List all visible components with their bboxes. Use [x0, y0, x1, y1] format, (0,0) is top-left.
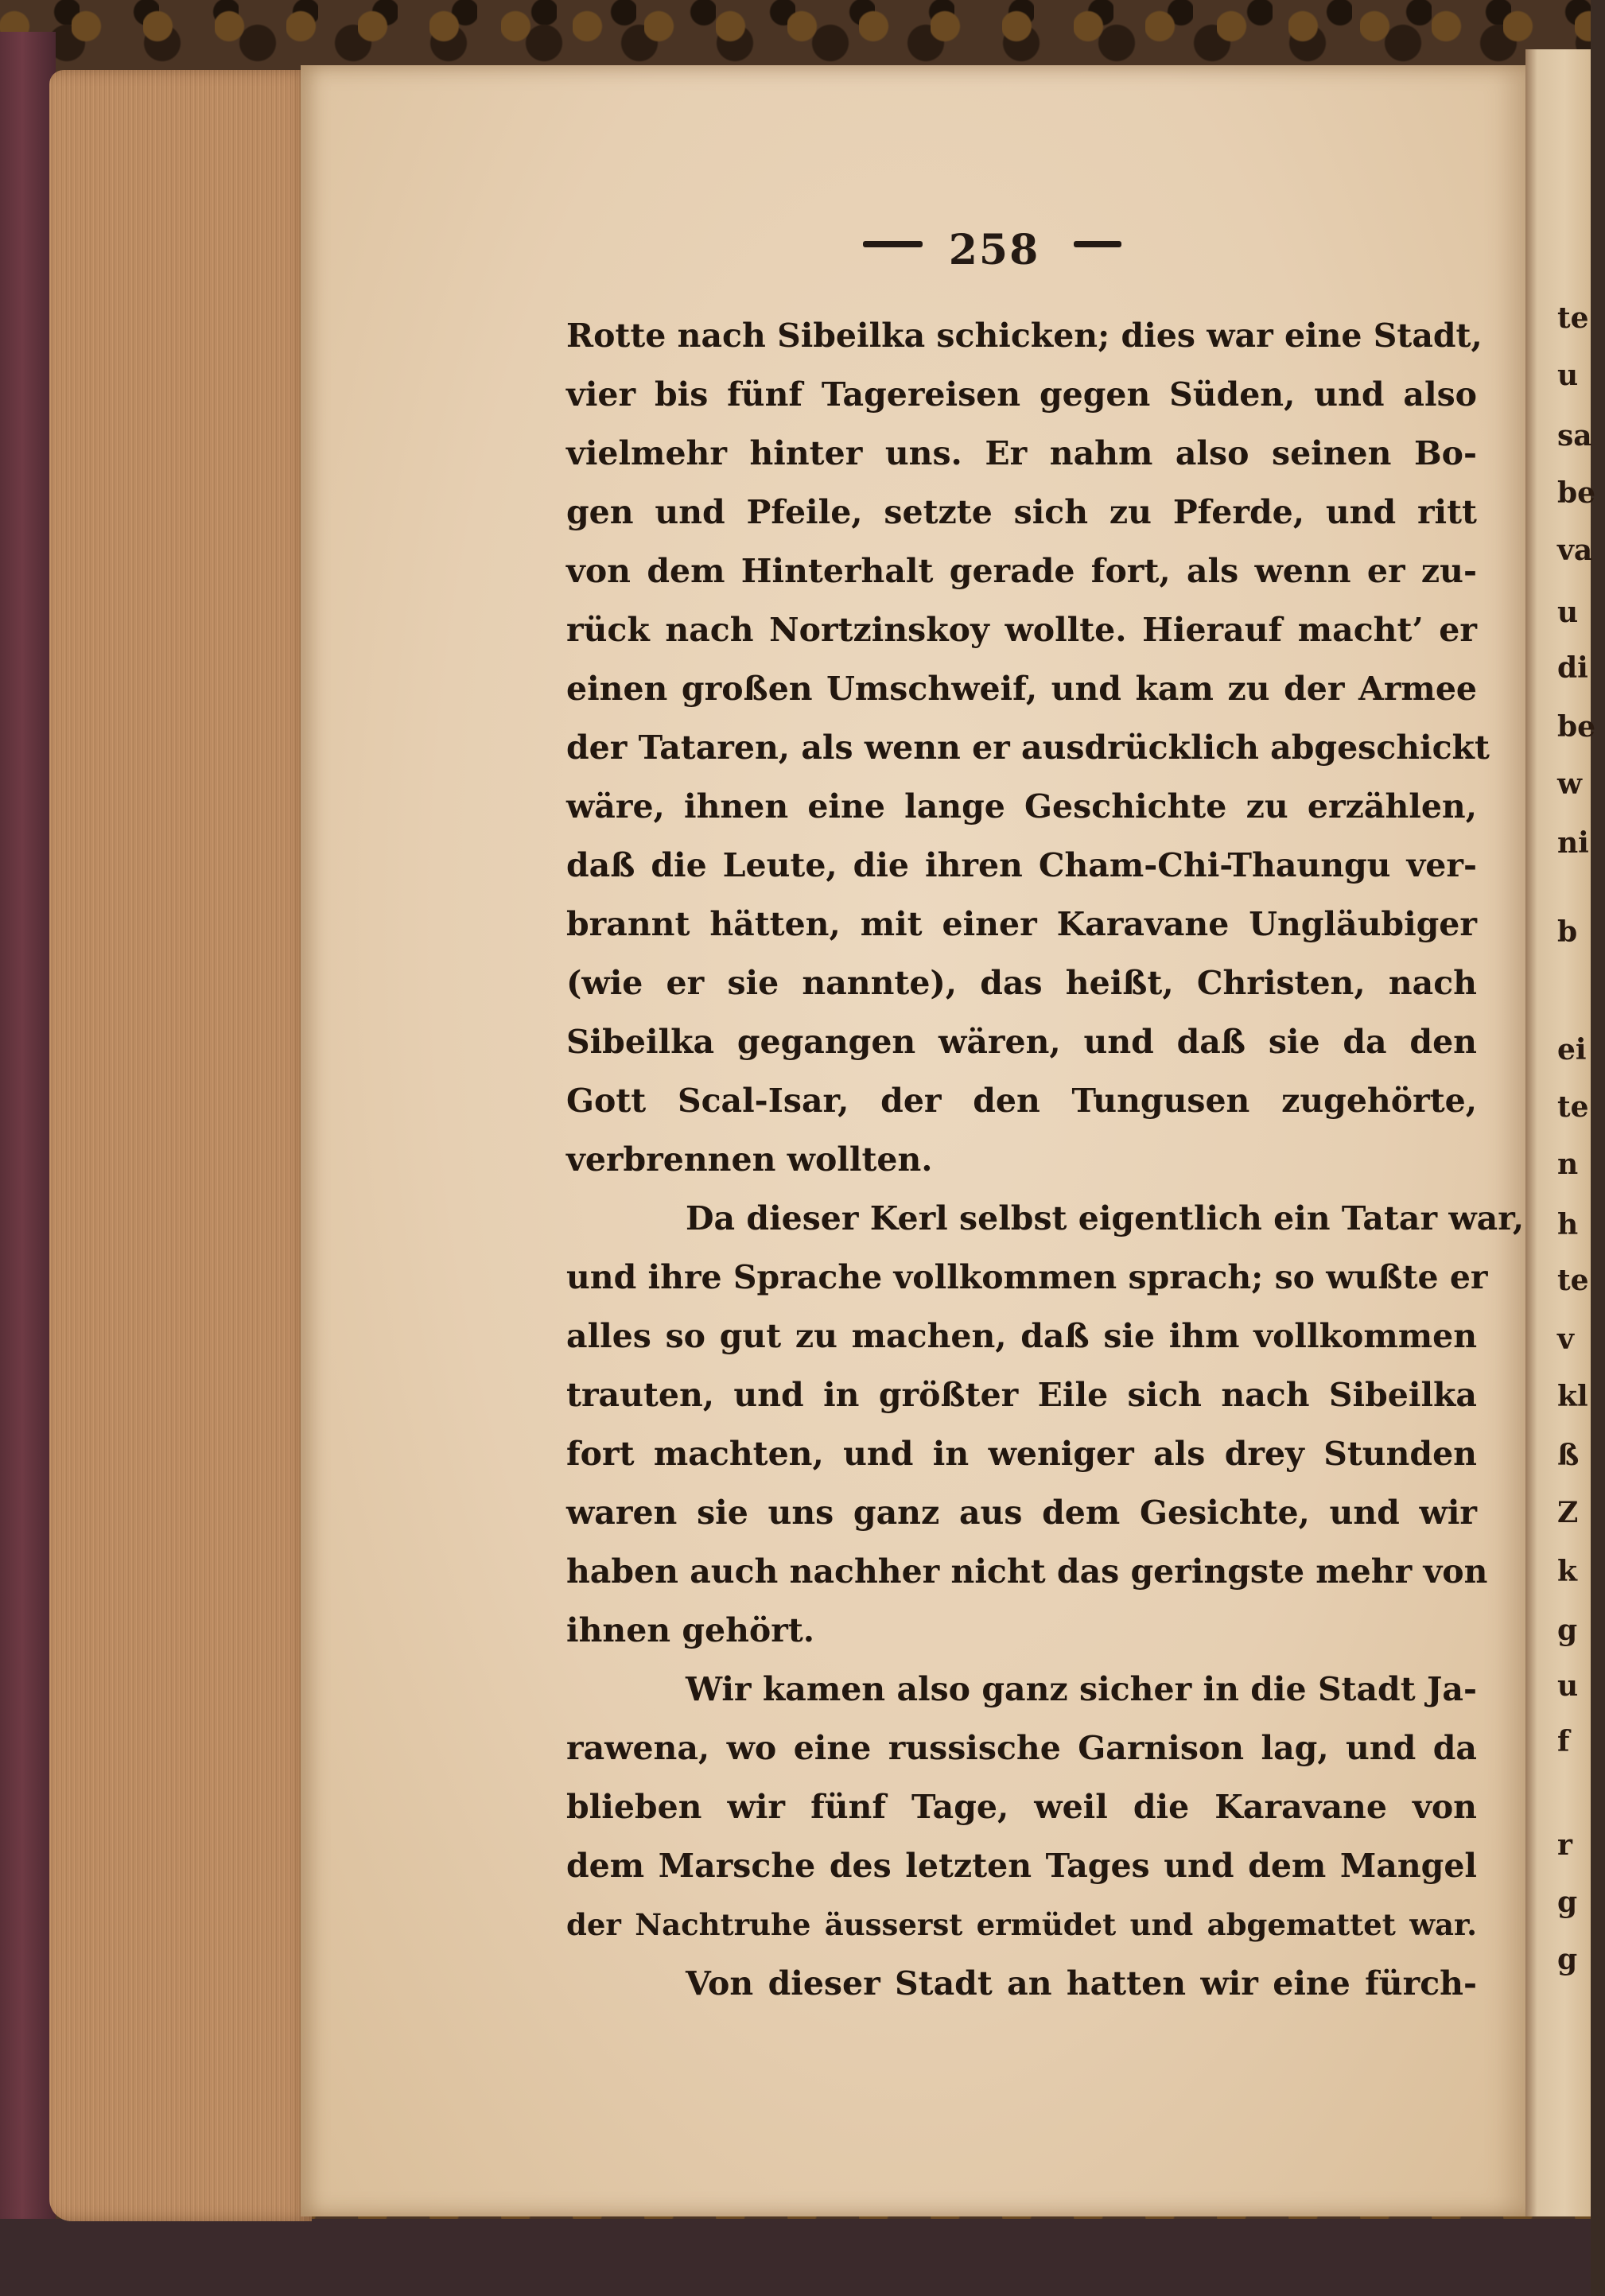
text-line: Von dieser Stadt an hatten wir eine fürch-	[686, 1964, 1477, 2003]
page-edges	[49, 70, 312, 2221]
facing-page-fragment: ni	[1557, 826, 1589, 860]
text-line: der Nachtruhe äusserst ermüdet und abgemattet war.	[566, 1907, 1477, 1942]
text-line: von dem Hinterhalt gerade fort, als wenn er zu-	[566, 552, 1477, 590]
text-line: ihnen gehört.	[566, 1611, 815, 1649]
text-line: der Tataren, als wenn er ausdrücklich abgeschickt	[566, 728, 1490, 767]
text-line: rawena, wo eine russische Garnison lag, und da	[566, 1729, 1477, 1767]
facing-page-fragment: te	[1557, 301, 1589, 335]
facing-page-fragment: u	[1557, 1669, 1579, 1703]
facing-page-fragment: w	[1557, 767, 1582, 801]
text-line: Gott Scal-Isar, der den Tungusen zugehörte,	[566, 1082, 1477, 1120]
facing-page-fragment: v	[1557, 1323, 1574, 1356]
facing-page-fragment: kl	[1557, 1380, 1588, 1413]
facing-page-fragment: be	[1557, 710, 1596, 744]
text-line: wäre, ihnen eine lange Geschichte zu erzählen,	[566, 787, 1477, 826]
text-line: daß die Leute, die ihren Cham-Chi-Thaungu ver-	[566, 846, 1477, 884]
facing-page-fragment: g	[1557, 1943, 1578, 1976]
facing-page-fragment: g	[1557, 1886, 1578, 1919]
text-line: einen großen Umschweif, und kam zu der Armee	[566, 670, 1477, 708]
facing-page-fragment: f	[1557, 1725, 1570, 1758]
facing-page-fragment: u	[1557, 359, 1579, 392]
page-header	[851, 227, 1137, 274]
page-number: 258	[948, 226, 1040, 274]
facing-page-edge	[1525, 49, 1596, 2216]
text-line: Wir kamen also ganz sicher in die Stadt Ja-	[686, 1670, 1477, 1708]
facing-page-fragment: g	[1557, 1614, 1578, 1647]
facing-page-fragment: r	[1557, 1828, 1572, 1862]
text-line: alles so gut zu machen, daß sie ihm vollkommen	[566, 1317, 1477, 1355]
text-line: brannt hätten, mit einer Karavane Ungläubiger	[566, 905, 1477, 943]
facing-page-fragment: ei	[1557, 1033, 1587, 1066]
text-line: waren sie uns ganz aus dem Gesichte, und wir	[566, 1494, 1477, 1532]
facing-page-fragment: b	[1557, 915, 1578, 949]
facing-page-fragment: sa	[1557, 419, 1592, 453]
text-line: trauten, und in größter Eile sich nach Sibeilka	[566, 1376, 1477, 1414]
text-line: Sibeilka gegangen wären, und daß sie da den	[566, 1023, 1477, 1061]
text-line: und ihre Sprache vollkommen sprach; so wußte er	[566, 1258, 1488, 1296]
text-line: gen und Pfeile, setzte sich zu Pferde, und ritt	[566, 493, 1477, 531]
page-body-text	[566, 306, 1525, 2013]
book-cover-bottom	[0, 2219, 1591, 2296]
text-line: verbrennen wollten.	[566, 1140, 933, 1179]
text-line: Da dieser Kerl selbst eigentlich ein Tatar war,	[686, 1199, 1525, 1237]
text-line: fort machten, und in weniger als drey Stunden	[566, 1435, 1477, 1473]
text-line: rück nach Nortzinskoy wollte. Hierauf macht’ er	[566, 611, 1477, 649]
facing-page-fragment: k	[1557, 1555, 1577, 1588]
text-line: vielmehr hinter uns. Er nahm also seinen Bo-	[566, 434, 1477, 472]
facing-page-fragment: ß	[1557, 1439, 1580, 1472]
facing-page-fragment: va	[1557, 534, 1593, 567]
text-line: dem Marsche des letzten Tages und dem Mangel	[566, 1847, 1477, 1885]
facing-page-fragment: n	[1557, 1148, 1579, 1181]
facing-page-fragment: di	[1557, 651, 1588, 685]
facing-page-fragment: Z	[1557, 1496, 1579, 1529]
text-line: blieben wir fünf Tage, weil die Karavane von	[566, 1788, 1477, 1826]
text-line: Rotte nach Sibeilka schicken; dies war eine Stadt,	[566, 317, 1483, 355]
facing-page-fragment: te	[1557, 1090, 1589, 1124]
book-spine-board	[0, 32, 56, 2235]
facing-page-fragment: u	[1557, 596, 1579, 629]
facing-page-fragment: h	[1557, 1208, 1579, 1241]
text-line: (wie er sie nannte), das heißt, Christen, nach	[566, 964, 1477, 1002]
text-line: haben auch nachher nicht das geringste mehr von	[566, 1552, 1488, 1591]
text-line: vier bis fünf Tagereisen gegen Süden, und also	[566, 375, 1477, 414]
facing-page-fragment: be	[1557, 476, 1596, 510]
facing-page-fragment: te	[1557, 1264, 1589, 1297]
